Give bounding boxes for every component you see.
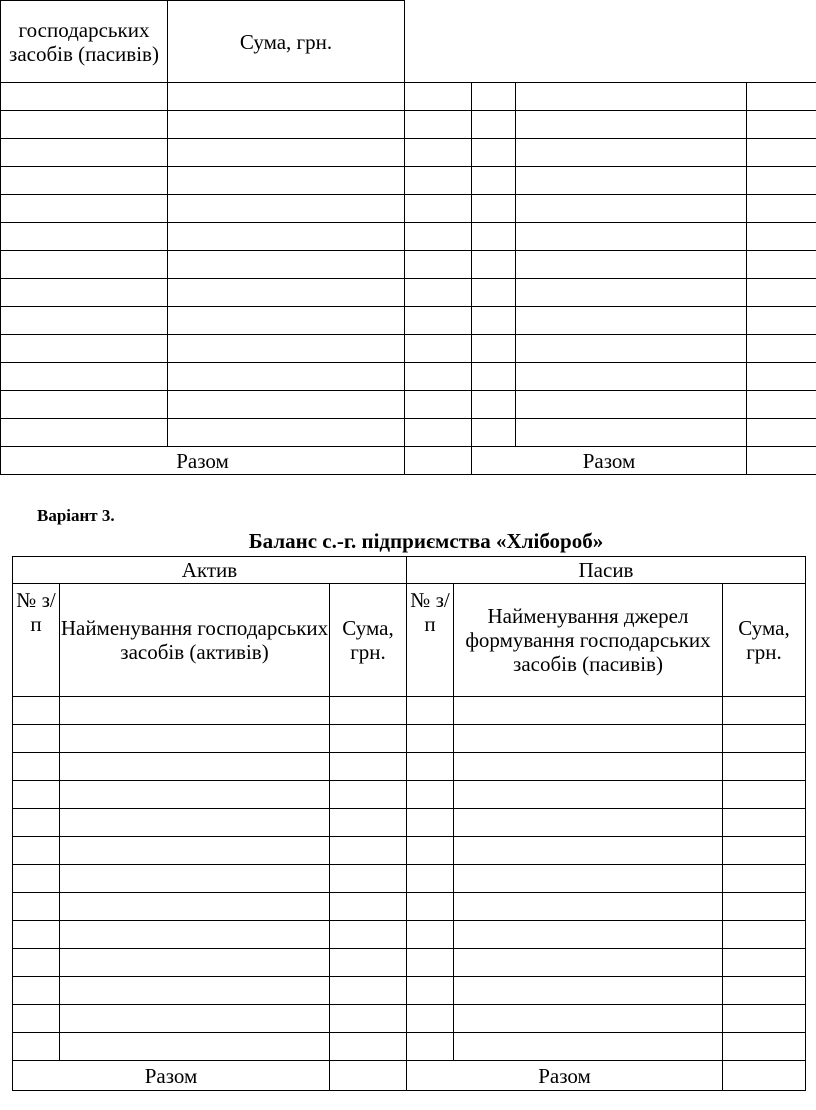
table-row: [13, 865, 806, 893]
total-passive-value[interactable]: [723, 1061, 806, 1091]
table-cell[interactable]: [747, 391, 816, 419]
table-cell[interactable]: [1, 167, 168, 195]
table-cell[interactable]: [407, 809, 454, 837]
table-cell[interactable]: [60, 949, 330, 977]
table-cell[interactable]: [330, 921, 407, 949]
table-row: [1, 139, 816, 167]
table-cell[interactable]: [405, 139, 472, 167]
col-passive-name: Найменування джерел формування господарських засобів (пасивів): [454, 584, 723, 697]
table-cell[interactable]: [407, 1005, 454, 1033]
table-cell[interactable]: [168, 335, 405, 363]
col-active-name: Найменування господарських засобів (активів): [60, 584, 330, 697]
table-cell[interactable]: [454, 949, 723, 977]
table-row: [13, 837, 806, 865]
table-cell[interactable]: [516, 419, 747, 447]
table-cell[interactable]: [747, 419, 816, 447]
total-active-value[interactable]: [330, 1061, 407, 1091]
table-cell[interactable]: [168, 83, 405, 111]
table-cell[interactable]: [405, 335, 472, 363]
total-left-label: Разом: [1, 447, 405, 475]
table-cell[interactable]: [1, 335, 168, 363]
table-cell[interactable]: [516, 223, 747, 251]
table-cell[interactable]: [747, 111, 816, 139]
table-cell[interactable]: [407, 921, 454, 949]
table-cell[interactable]: [516, 139, 747, 167]
table-cell[interactable]: [168, 419, 405, 447]
table-cell[interactable]: [13, 1033, 60, 1061]
table-cell[interactable]: [405, 307, 472, 335]
table-cell[interactable]: [60, 837, 330, 865]
bottom-balance-table: [12, 556, 806, 1091]
table-cell[interactable]: [168, 167, 405, 195]
table-cell[interactable]: [723, 725, 806, 753]
table-cell[interactable]: [407, 893, 454, 921]
table-cell[interactable]: [1, 279, 168, 307]
table-cell[interactable]: [723, 977, 806, 1005]
table-cell[interactable]: [516, 335, 747, 363]
table-cell[interactable]: [168, 195, 405, 223]
table-cell[interactable]: [168, 111, 405, 139]
table-cell[interactable]: [13, 809, 60, 837]
table-row: [13, 977, 806, 1005]
total-right-label: Разом: [472, 447, 747, 475]
total-left-value[interactable]: [405, 447, 472, 475]
table-cell[interactable]: [454, 725, 723, 753]
table-cell[interactable]: [516, 307, 747, 335]
table-cell[interactable]: [405, 251, 472, 279]
table-cell[interactable]: [472, 419, 516, 447]
table-cell[interactable]: [1, 223, 168, 251]
table-cell[interactable]: [330, 893, 407, 921]
table-cell[interactable]: [454, 781, 723, 809]
table-cell[interactable]: [723, 697, 806, 725]
table-cell[interactable]: [472, 223, 516, 251]
table-cell[interactable]: [168, 363, 405, 391]
table-cell[interactable]: [330, 753, 407, 781]
table-cell[interactable]: [60, 753, 330, 781]
table-row: [13, 809, 806, 837]
table-cell[interactable]: [407, 725, 454, 753]
table-cell[interactable]: [723, 1005, 806, 1033]
table-cell[interactable]: [472, 139, 516, 167]
table-cell[interactable]: [472, 363, 516, 391]
table-cell[interactable]: [407, 865, 454, 893]
table-cell[interactable]: [516, 279, 747, 307]
table-cell[interactable]: [1, 391, 168, 419]
table-cell[interactable]: [405, 363, 472, 391]
variant-label: Варіант 3.: [37, 506, 115, 525]
table-row: [13, 949, 806, 977]
table-cell[interactable]: [168, 391, 405, 419]
table-row: [1, 279, 816, 307]
table-cell[interactable]: [13, 697, 60, 725]
table-cell[interactable]: [472, 111, 516, 139]
table-cell[interactable]: [405, 279, 472, 307]
table-cell[interactable]: [13, 725, 60, 753]
table-cell[interactable]: [723, 781, 806, 809]
table-cell[interactable]: [516, 111, 747, 139]
table-cell[interactable]: [454, 977, 723, 1005]
table-cell[interactable]: [13, 753, 60, 781]
table-cell[interactable]: [454, 865, 723, 893]
table-cell[interactable]: [472, 251, 516, 279]
table-cell[interactable]: [60, 977, 330, 1005]
table-row: [13, 697, 806, 725]
table-cell[interactable]: [407, 1033, 454, 1061]
table-cell[interactable]: [454, 893, 723, 921]
table-cell[interactable]: [60, 921, 330, 949]
table-cell[interactable]: [454, 1005, 723, 1033]
table-cell[interactable]: [723, 949, 806, 977]
table-cell[interactable]: [60, 725, 330, 753]
table-cell[interactable]: [13, 977, 60, 1005]
table-cell[interactable]: [1, 307, 168, 335]
table-row: [13, 1005, 806, 1033]
col-no-active: № з/п: [13, 584, 60, 697]
table-cell[interactable]: [1, 139, 168, 167]
table-cell[interactable]: [168, 307, 405, 335]
table-row: [13, 753, 806, 781]
table-cell[interactable]: [13, 781, 60, 809]
table-cell[interactable]: [60, 1005, 330, 1033]
table-cell[interactable]: [405, 83, 472, 111]
table-cell[interactable]: [330, 781, 407, 809]
table-cell[interactable]: [747, 279, 816, 307]
table-cell[interactable]: [405, 167, 472, 195]
table-row: [1, 419, 816, 447]
table-cell[interactable]: [1, 251, 168, 279]
table-cell[interactable]: [405, 111, 472, 139]
table-cell[interactable]: [516, 251, 747, 279]
table-cell[interactable]: [168, 251, 405, 279]
table-cell[interactable]: [723, 893, 806, 921]
table-cell[interactable]: [723, 921, 806, 949]
table-cell[interactable]: [723, 1033, 806, 1061]
table-cell[interactable]: [472, 167, 516, 195]
table-cell[interactable]: [747, 335, 816, 363]
table-cell[interactable]: [330, 865, 407, 893]
table-cell[interactable]: [405, 391, 472, 419]
table-cell[interactable]: [13, 1005, 60, 1033]
table-cell[interactable]: [747, 307, 816, 335]
table-cell[interactable]: [723, 837, 806, 865]
balance-title: Баланс с.-г. підприємства «Хлібороб»: [248, 529, 604, 553]
table-row: [1, 195, 816, 223]
table-cell[interactable]: [516, 195, 747, 223]
table-cell[interactable]: [407, 837, 454, 865]
table-cell[interactable]: [454, 921, 723, 949]
total-right-value[interactable]: [747, 447, 816, 475]
table-row: [1, 83, 816, 111]
table-cell[interactable]: [472, 83, 516, 111]
top-balance-table: [0, 0, 816, 475]
table-cell[interactable]: [330, 809, 407, 837]
table-cell[interactable]: [1, 363, 168, 391]
table-cell[interactable]: [405, 195, 472, 223]
table-cell[interactable]: [747, 363, 816, 391]
table-row: [1, 335, 816, 363]
table-cell[interactable]: [516, 363, 747, 391]
table-cell[interactable]: [454, 837, 723, 865]
table-cell[interactable]: [454, 753, 723, 781]
table-cell[interactable]: [747, 195, 816, 223]
table-cell[interactable]: [60, 809, 330, 837]
table-cell[interactable]: [407, 949, 454, 977]
table-cell[interactable]: [405, 419, 472, 447]
table-cell[interactable]: [1, 419, 168, 447]
col-passive-sum: Сума, грн.: [723, 584, 806, 697]
table-cell[interactable]: [407, 781, 454, 809]
table-cell[interactable]: [168, 279, 405, 307]
table-row: [1, 391, 816, 419]
table-row: [1, 223, 816, 251]
table-cell[interactable]: [407, 977, 454, 1005]
table-cell[interactable]: [330, 1033, 407, 1061]
table-cell[interactable]: [168, 223, 405, 251]
table-cell[interactable]: [13, 921, 60, 949]
table-cell[interactable]: [747, 223, 816, 251]
table-cell[interactable]: [723, 865, 806, 893]
table-cell[interactable]: [13, 893, 60, 921]
table-cell[interactable]: [472, 335, 516, 363]
table-cell[interactable]: [13, 865, 60, 893]
table-row: [13, 725, 806, 753]
table-cell[interactable]: [407, 697, 454, 725]
table-cell[interactable]: [60, 781, 330, 809]
table-cell[interactable]: [454, 697, 723, 725]
table-cell[interactable]: [13, 837, 60, 865]
table-cell[interactable]: [472, 391, 516, 419]
table-cell[interactable]: [330, 837, 407, 865]
table-row: [13, 1033, 806, 1061]
table-row: [1, 167, 816, 195]
table-cell[interactable]: [60, 697, 330, 725]
table-cell[interactable]: [723, 753, 806, 781]
table-cell[interactable]: [516, 391, 747, 419]
table-cell[interactable]: [330, 725, 407, 753]
group-active-header: Актив: [13, 557, 407, 584]
table-cell[interactable]: [60, 893, 330, 921]
table-cell[interactable]: [60, 865, 330, 893]
table-cell[interactable]: [472, 307, 516, 335]
table-cell[interactable]: [1, 83, 168, 111]
col-active-sum: Сума, грн.: [330, 584, 407, 697]
table-cell[interactable]: [723, 809, 806, 837]
table-cell[interactable]: [405, 223, 472, 251]
total-active-label: Разом: [13, 1061, 330, 1091]
header-sum-cell: Сума, грн.: [168, 1, 405, 83]
table-cell[interactable]: [168, 139, 405, 167]
table-cell[interactable]: [60, 1033, 330, 1061]
table-cell[interactable]: [1, 111, 168, 139]
table-cell[interactable]: [516, 83, 747, 111]
table-row: [13, 781, 806, 809]
table-cell[interactable]: [330, 1005, 407, 1033]
group-passive-header: Пасив: [407, 557, 806, 584]
table-row: [1, 251, 816, 279]
table-cell[interactable]: [454, 1033, 723, 1061]
table-row: [1, 111, 816, 139]
table-row: [1, 363, 816, 391]
table-cell[interactable]: [747, 251, 816, 279]
col-no-passive: № з/п: [407, 584, 454, 697]
table-cell[interactable]: [454, 809, 723, 837]
table-cell[interactable]: [330, 697, 407, 725]
table-cell[interactable]: [330, 949, 407, 977]
table-cell[interactable]: [13, 949, 60, 977]
table-row: [13, 921, 806, 949]
table-cell[interactable]: [472, 279, 516, 307]
table-row: [13, 893, 806, 921]
header-name-cell: господарських засобів (пасивів): [1, 1, 168, 83]
table-cell[interactable]: [747, 139, 816, 167]
total-passive-label: Разом: [407, 1061, 723, 1091]
table-cell[interactable]: [747, 167, 816, 195]
table-cell[interactable]: [407, 753, 454, 781]
table-cell[interactable]: [1, 195, 168, 223]
table-row: [1, 307, 816, 335]
table-cell[interactable]: [516, 167, 747, 195]
table-cell[interactable]: [330, 977, 407, 1005]
table-cell[interactable]: [747, 83, 816, 111]
table-cell[interactable]: [472, 195, 516, 223]
